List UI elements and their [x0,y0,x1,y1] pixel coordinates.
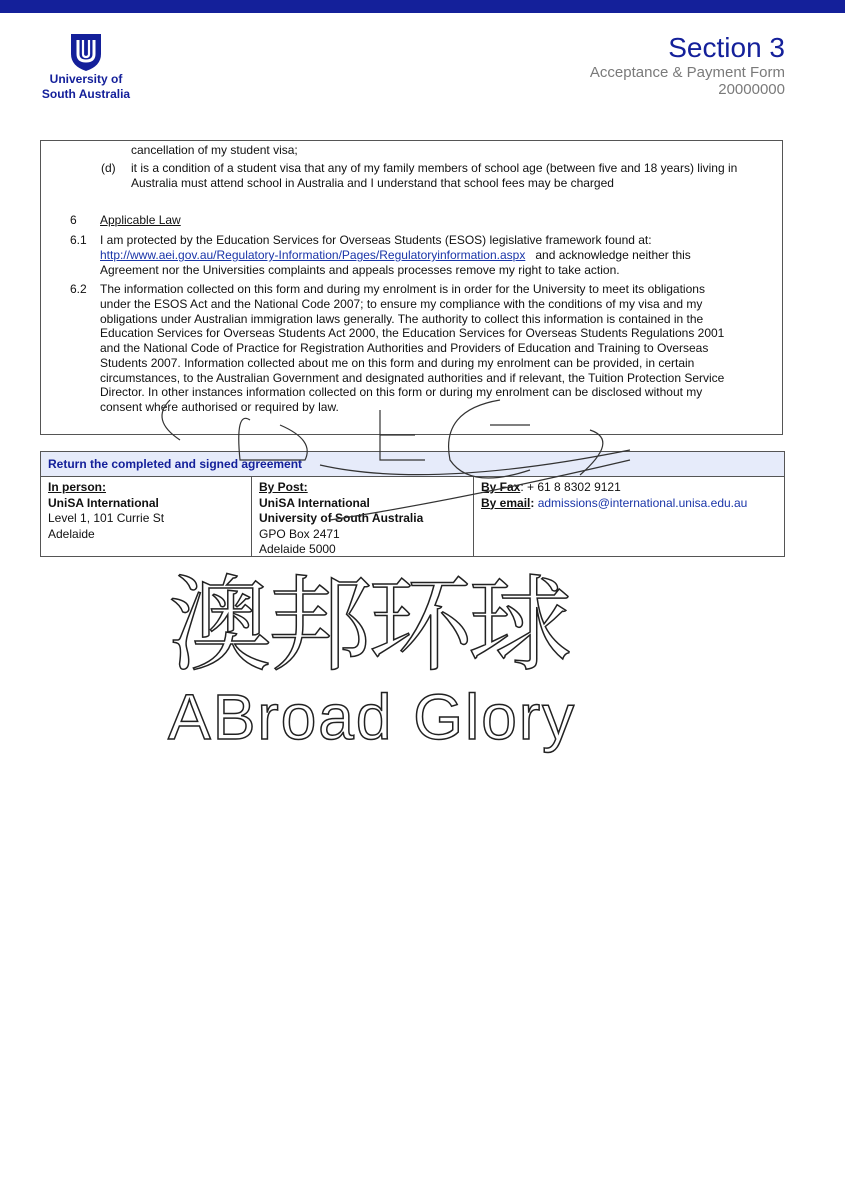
clause-6-2-line: circumstances, to the Australian Government and designated authorities and if relevant, the Tuition Protection Service [100,371,725,385]
by-post-box: GPO Box 2471 [259,526,340,541]
email-line: By email: admissions@international.unisa.edu.au [481,495,748,510]
shield-logo-icon [69,32,103,72]
clause-6-2-line: obligations under Australian immigration laws generally. The authority to collect this information is contained in the [100,312,704,326]
logo-text-line2: South Australia [41,87,131,101]
page-header [590,32,785,98]
email-label: By email [481,495,531,510]
section-6-number: 6 [70,213,77,227]
clause-6-1-number: 6.1 [70,233,87,247]
watermark-chinese: 澳邦环球 [168,564,569,686]
in-person-column [41,477,252,556]
clause-6-2-line: Education Services for Overseas Students Act 2000, the Education Services for Overseas Students Regulations 2001 [100,326,725,340]
item-d-line2: Australia must attend school in Australia and I understand that school fees may be charged [131,176,614,190]
in-person-city: Adelaide [48,526,95,541]
clause-6-2-line: The information collected on this form and during my enrolment is in order for the University to meet its obligations [100,282,705,296]
clause-6-1-line1: I am protected by the Education Services for Overseas Students (ESOS) legislative framework found at: [100,233,652,247]
by-post-city: Adelaide 5000 [259,542,336,556]
item-d-line1: it is a condition of a student visa that any of my family members of school age (between five and 18 years) living in [131,161,738,175]
by-post-column [252,477,474,556]
by-post-org: UniSA International [259,495,370,510]
university-logo [36,32,136,102]
clause-6-2-line: Students 2007. Information collected about me on this form and during my enrolment can be provided, in certain [100,356,695,370]
fax-line [481,480,784,496]
fax-label: By Fax [481,480,521,494]
clause-6-1-line2 [100,248,691,263]
form-number: 20000000 [718,81,785,98]
return-instructions-table [40,451,785,557]
in-person-org: UniSA International [48,495,159,510]
clause-6-2-line: and the National Code of Practice for Registration Authorities and Providers of Education and Training to Overseas [100,341,709,355]
esos-link[interactable]: http://www.aei.gov.au/Regulatory-Information/Pages/Regulatoryinformation.aspx [100,248,526,262]
clause-6-1-line2-rest: and acknowledge neither this [535,248,691,262]
email-link[interactable]: admissions@international.unisa.edu.au [537,495,748,510]
by-post-label: By Post: [259,480,308,494]
logo-text-line1: University of [49,72,123,86]
in-person-address: Level 1, 101 Currie St [48,511,165,525]
clause-6-1-line3: Agreement nor the Universities complaints and appeals processes remove my right to take action. [100,263,620,277]
clause-6-2-line: consent where authorised or required by law. [100,400,339,414]
fax-email-column [474,477,784,556]
watermark-english: ABroad Glory [168,681,577,753]
clause-6-2-number: 6.2 [70,282,87,296]
in-person-label: In person: [48,480,107,494]
item-d-label: (d) [101,161,116,175]
section-title: Section 3 [668,32,785,63]
clause-6-2-line: under the ESOS Act and the National Code 2007; to ensure my compliance with the conditions of my visa and my [100,297,703,311]
section-6-title: Applicable Law [100,213,181,227]
by-post-university: University of South Australia [259,511,424,525]
top-brand-bar [0,0,845,13]
form-name: Acceptance & Payment Form [589,64,785,81]
fax-number: : + 61 8 8302 9121 [520,480,621,494]
clause-6-2-line: Director. In other instances information collected on this form or during my enrolment can be disclosed without my [100,385,703,399]
return-heading: Return the completed and signed agreement [41,452,784,477]
terms-box [40,140,783,435]
continued-text: cancellation of my student visa; [131,143,298,157]
